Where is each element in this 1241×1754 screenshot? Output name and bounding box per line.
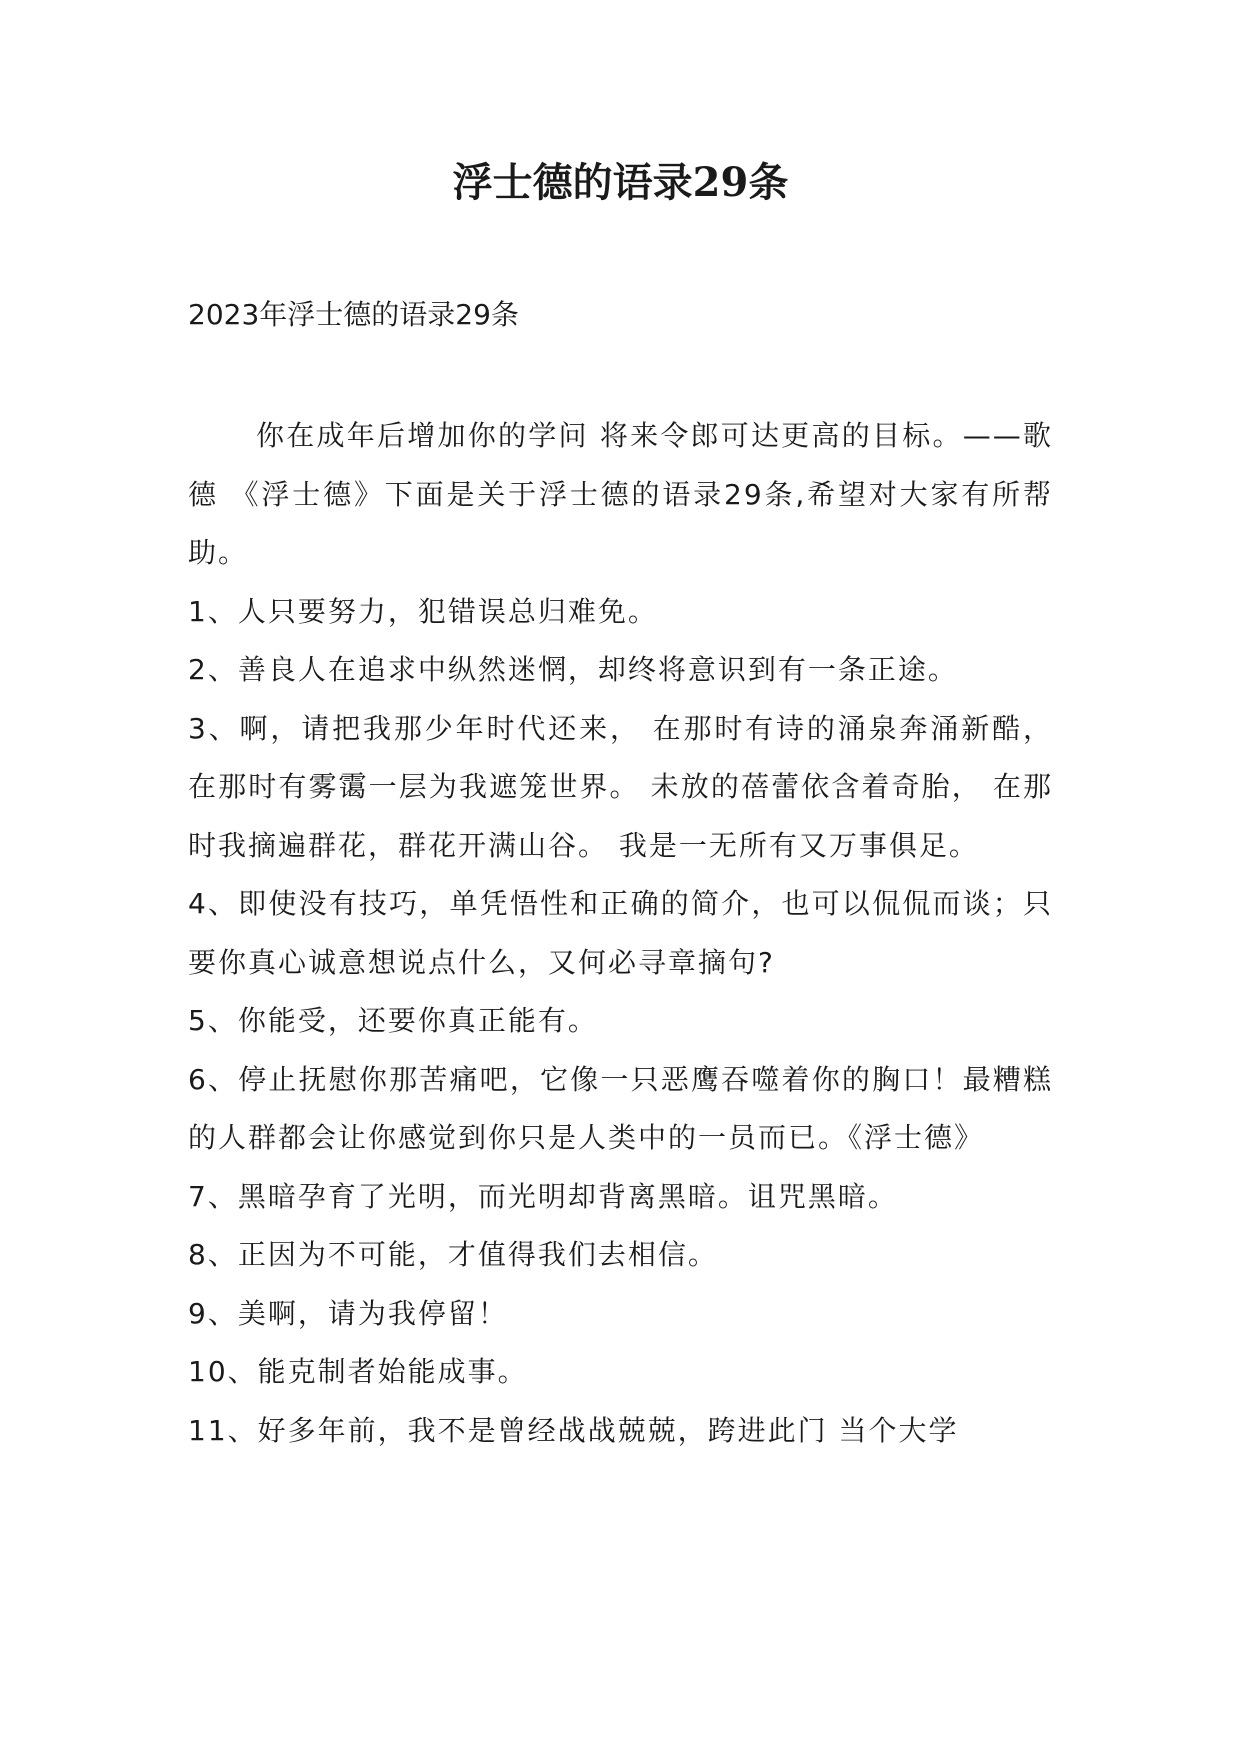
- quote-item-2: 2、善良人在追求中纵然迷惘，却终将意识到有一条正途。: [188, 653, 958, 686]
- document-subtitle: 2023年浮士德的语录29条: [188, 298, 519, 331]
- document-title: 浮士德的语录29条: [452, 159, 789, 206]
- quote-item-9: 9、美啊，请为我停留！: [188, 1296, 508, 1330]
- quote-item-6: 6、停止抚慰你那苦痛吧，它像一只恶鹰吞噬着你的胸口！最糟糕的人群都会让你感觉到你只是人类中的一员而已。《浮士德》: [188, 1062, 1053, 1154]
- quote-item-8: 8、正因为不可能，才值得我们去相信。: [188, 1238, 718, 1271]
- quote-item-3: 3、啊，请把我那少年时代还来， 在那时有诗的涌泉奔涌新酷， 在那时有雾霭一层为我遮笼世界。 未放的蓓蕾依含着奇胎， 在那时我摘遍群花，群花开满山谷。 我是一无所有又万事俱足。: [188, 711, 1053, 862]
- quote-item-5: 5、你能受，还要你真正能有。: [188, 1004, 598, 1037]
- quote-item-7: 7、黑暗孕育了光明，而光明却背离黑暗。诅咒黑暗。: [188, 1179, 898, 1213]
- document-body: [188, 407, 1053, 1460]
- quote-item-11: 11、好多年前，我不是曾经战战兢兢，跨进此门 当个大学: [188, 1413, 959, 1447]
- quote-item-10: 10、能克制者始能成事。: [188, 1355, 528, 1388]
- intro-paragraph: 你在成年后增加你的学问 将来令郎可达更高的目标。——歌德 《浮士德》下面是关于浮士德的语录29条,希望对大家有所帮助。: [188, 419, 1053, 569]
- quote-item-4: 4、即使没有技巧，单凭悟性和正确的简介，也可以侃侃而谈；只要你真心诚意想说点什么，又何必寻章摘句?: [188, 887, 1053, 979]
- quote-item-1: 1、人只要努力，犯错误总归难免。: [188, 594, 658, 628]
